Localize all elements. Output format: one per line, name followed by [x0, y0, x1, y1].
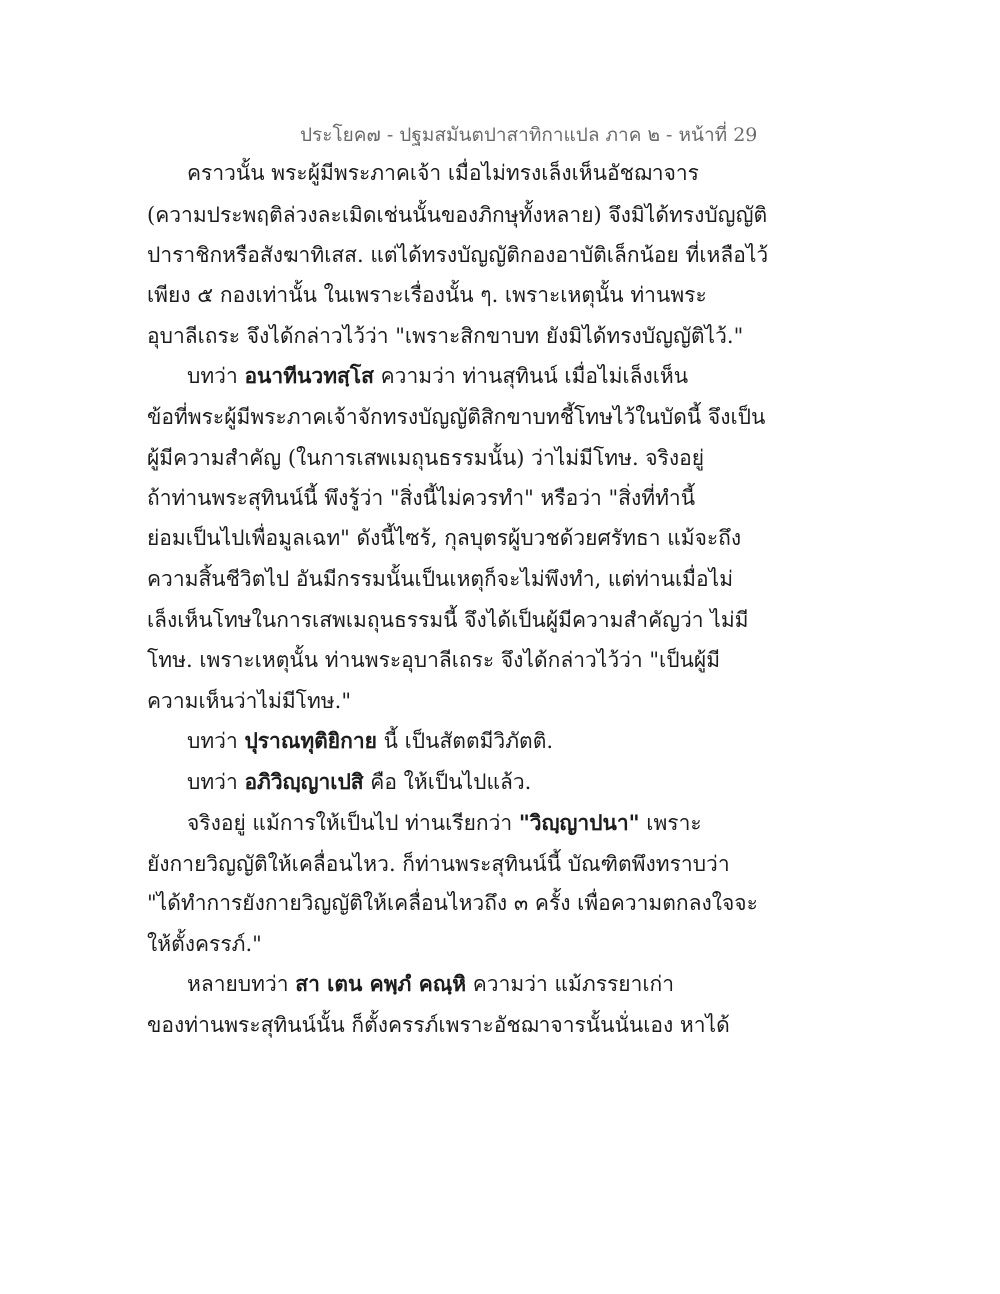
pali-term: "วิญฺญาปนา": [518, 810, 640, 835]
text-line: อุบาลีเถระ จึงได้กล่าวไว้ว่า "เพราะสิกขาบท ยังมิได้ทรงบัญญัติไว้.": [147, 324, 744, 348]
pali-term: ปุราณทุติยิกาย: [244, 728, 377, 753]
text-line: [187, 808, 702, 838]
text-line: เพียง ๕ กองเท่านั้น ในเพราะเรื่องนั้น ๆ. เพราะเหตุนั้น ท่านพระ: [147, 283, 707, 307]
text-line: "ได้ทำการยังกายวิญญัติให้เคลื่อนไหวถึง ๓ ครั้ง เพื่อความตกลงใจจะ: [147, 891, 758, 915]
text-line: [187, 969, 674, 999]
text-line: ความสิ้นชีวิตไป อันมีกรรมนั้นเป็นเหตุก็จะไม่พึงทำ, แต่ท่านเมื่อไม่: [147, 567, 734, 591]
line-text: ความว่า ท่านสุทินน์ เมื่อไม่เล็งเห็น: [373, 364, 689, 388]
text-line: ของท่านพระสุทินน์นั้น ก็ตั้งครรภ์เพราะอัชฌาจารนั้นนั่นเอง หาได้: [147, 1013, 730, 1037]
text-line: ถ้าท่านพระสุทินน์นี้ พึงรู้ว่า "สิ่งนี้ไม่ควรทำ" หรือว่า "สิ่งที่ทำนี้: [147, 486, 696, 510]
text-line: เล็งเห็นโทษในการเสพเมถุนธรรมนี้ จึงได้เป็นผู้มีความสำคัญว่า ไม่มี: [147, 608, 749, 632]
pali-term: อภิวิญฺญาเปสิ: [244, 769, 364, 794]
text-line: [187, 767, 531, 797]
text-line: ย่อมเป็นไปเพื่อมูลเฉท" ดังนี้ไซร้, กุลบุตรผู้บวชด้วยศรัทธา แม้จะถึง: [147, 526, 742, 550]
line-text: นี้ เป็นสัตตมีวิภัตติ.: [376, 729, 554, 753]
line-text: บทว่า: [187, 364, 245, 388]
text-line: ยังกายวิญญัติให้เคลื่อนไหว. ก็ท่านพระสุทินน์นี้ บัณฑิตพึงทราบว่า: [147, 852, 730, 876]
line-text: คือ ให้เป็นไปแล้ว.: [363, 770, 532, 794]
text-line: [187, 726, 553, 756]
text-line: (ความประพฤติล่วงละเมิดเช่นนั้นของภิกษุทั้งหลาย) จึงมิได้ทรงบัญญัติ: [147, 203, 768, 227]
pali-term: สา เตน คพฺภํ คณฺหิ: [295, 971, 467, 996]
text-line: ผู้มีความสำคัญ (ในการเสพเมถุนธรรมนั้น) ว่าไม่มีโทษ. จริงอยู่: [147, 446, 705, 470]
text-line: ให้ตั้งครรภ์.": [147, 932, 262, 956]
text-line: [187, 361, 688, 391]
text-line: ข้อที่พระผู้มีพระภาคเจ้าจักทรงบัญญัติสิกขาบทชี้โทษไว้ในบัดนี้ จึงเป็น: [147, 405, 766, 429]
text-line: ความเห็นว่าไม่มีโทษ.": [147, 689, 351, 713]
line-text: ความว่า แม้ภรรยาเก่า: [466, 972, 675, 996]
pali-term: อนาทีนวทสฺโส: [244, 363, 374, 388]
line-text: หลายบทว่า: [187, 972, 296, 996]
text-line: คราวนั้น พระผู้มีพระภาคเจ้า เมื่อไม่ทรงเล็งเห็นอัชฌาจาร: [187, 161, 699, 185]
line-text: บทว่า: [187, 770, 245, 794]
line-text: บทว่า: [187, 729, 245, 753]
line-text: เพราะ: [639, 811, 702, 835]
text-line: โทษ. เพราะเหตุนั้น ท่านพระอุบาลีเถระ จึงได้กล่าวไว้ว่า "เป็นผู้มี: [147, 648, 721, 672]
line-text: จริงอยู่ แม้การให้เป็นไป ท่านเรียกว่า: [187, 811, 519, 835]
text-line: ปาราชิกหรือสังฆาทิเสส. แต่ได้ทรงบัญญัติกองอาบัติเล็กน้อย ที่เหลือไว้: [147, 243, 769, 267]
running-head: ประโยค๗ - ปฐมสมันตปาสาทิกาแปล ภาค ๒ - หน้าที่ 29: [300, 124, 758, 146]
